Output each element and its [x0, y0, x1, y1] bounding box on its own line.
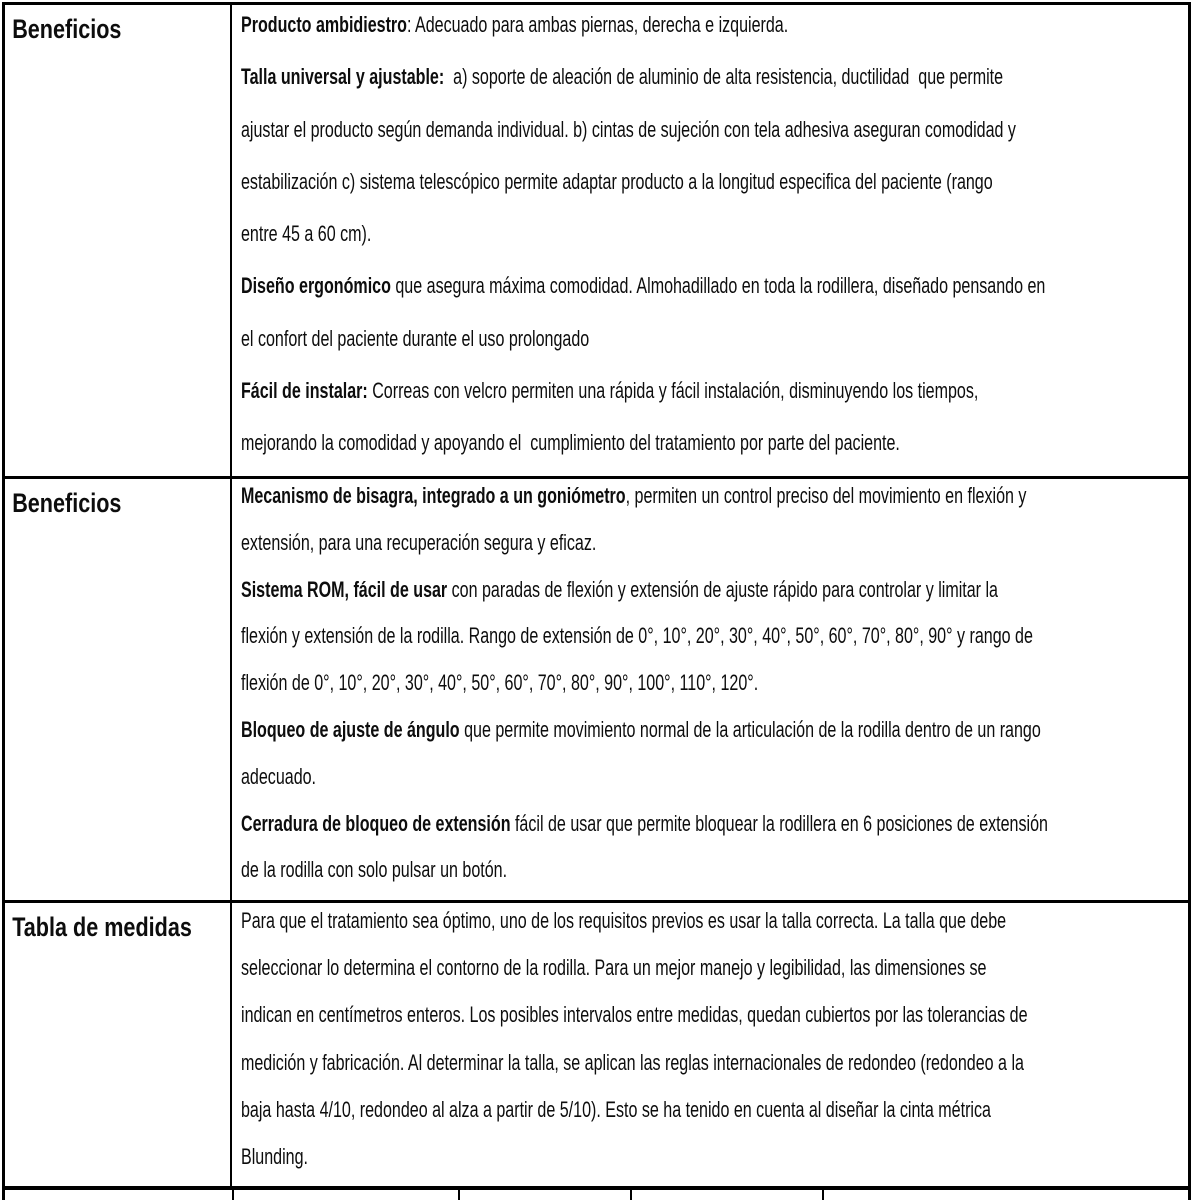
text-line	[241, 613, 1033, 660]
text-line	[241, 944, 987, 991]
text-segment: baja hasta 4/10, redondeo al alza a partir de 5/10). Esto se ha tenido en cuenta al diseñar la cinta métrica	[241, 1096, 991, 1122]
text-line	[241, 903, 1007, 944]
text-line	[241, 208, 928, 260]
bold-text-segment: Fácil de instalar:	[241, 378, 368, 404]
text-segment: estabilización c) sistema telescópico permite adaptar producto a la longitud especifica del paciente (rango	[241, 168, 993, 194]
bold-text-segment: Talla universal y ajustable:	[241, 64, 445, 90]
text-line	[241, 51, 1004, 103]
text-line	[241, 1086, 991, 1133]
size-table-cell	[632, 1190, 824, 1200]
size-table-cell	[5, 1190, 234, 1200]
text-line	[241, 801, 1048, 848]
row-content-cell	[232, 479, 1188, 900]
row-content-cell	[232, 5, 1188, 476]
bold-text-segment: Producto ambidiestro	[241, 12, 407, 37]
text-line	[241, 479, 1027, 520]
text-segment: Para que el tratamiento sea óptimo, uno de los requisitos previos es usar la talla correcta. La talla que debe	[241, 908, 1007, 933]
product-info-table	[2, 2, 1191, 1200]
text-segment: adecuado.	[241, 763, 317, 789]
text-line	[241, 1039, 1024, 1086]
text-line	[241, 156, 993, 208]
table-row	[5, 479, 1188, 903]
table-row	[5, 5, 1188, 479]
row-label: Beneficios	[12, 488, 122, 518]
text-segment: extensión, para una recuperación segura y eficaz.	[241, 529, 597, 555]
text-segment: flexión de 0°, 10°, 20°, 30°, 40°, 50°, 60°, 70°, 80°, 90°, 100°, 110°, 120°.	[241, 670, 759, 696]
size-table-cell	[234, 1190, 460, 1200]
text-segment: ajustar el producto según demanda individual. b) cintas de sujeción con tela adhesiva aseguran comodidad y	[241, 116, 1016, 142]
row-label-cell	[5, 5, 232, 476]
bold-text-segment: Mecanismo de bisagra, integrado a un goniómetro	[241, 483, 626, 508]
text-line	[241, 707, 1041, 754]
row-content	[241, 479, 1182, 894]
text-line	[241, 1133, 928, 1180]
row-content-cell	[232, 903, 1188, 1186]
bold-text-segment: Bloqueo de ajuste de ángulo	[241, 716, 460, 742]
text-segment: a) soporte de aleación de aluminio de alta resistencia, ductilidad que permite	[444, 64, 1004, 90]
text-segment: de la rodilla con solo pulsar un botón.	[241, 857, 508, 883]
row-label-cell	[5, 479, 232, 900]
text-line	[241, 260, 1046, 312]
bold-text-segment: Sistema ROM, fácil de usar	[241, 576, 448, 602]
text-line	[241, 991, 1028, 1038]
row-label: Beneficios	[12, 14, 122, 44]
text-segment: Blunding.	[241, 1144, 308, 1170]
row-label: Tabla de medidas	[12, 912, 192, 942]
text-line	[241, 313, 928, 365]
text-segment: que permite movimiento normal de la articulación de la rodilla dentro de un rango	[459, 716, 1041, 742]
size-table-cell	[460, 1190, 632, 1200]
text-line	[241, 847, 928, 894]
text-segment: mejorando la comodidad y apoyando el cumplimiento del tratamiento por parte del paciente.	[241, 430, 900, 456]
text-line	[241, 417, 928, 469]
text-segment: Correas con velcro permiten una rápida y fácil instalación, disminuyendo los tiempos,	[367, 378, 979, 404]
text-segment: medición y fabricación. Al determinar la talla, se aplican las reglas internacionales de redondeo (redondeo a la	[241, 1049, 1024, 1075]
text-segment: seleccionar lo determina el contorno de la rodilla. Para un mejor manejo y legibilidad, las dimensiones se	[241, 955, 987, 981]
text-line	[241, 754, 928, 801]
row-content	[241, 903, 1182, 1180]
text-segment: flexión y extensión de la rodilla. Rango de extensión de 0°, 10°, 20°, 30°, 40°, 50°, 60°, 70°, 80°, 90° y rango de	[241, 623, 1033, 649]
bold-text-segment: Cerradura de bloqueo de extensión	[241, 810, 511, 836]
row-content	[241, 5, 1182, 470]
text-line	[241, 5, 928, 51]
text-segment: entre 45 a 60 cm).	[241, 221, 372, 247]
text-segment: el confort del paciente durante el uso prolongado	[241, 325, 590, 351]
bold-text-segment: Diseño ergonómico	[241, 273, 391, 299]
size-table-cell	[824, 1190, 1188, 1200]
text-line	[241, 104, 1016, 156]
text-segment: fácil de usar que permite bloquear la rodillera en 6 posiciones de extensión	[510, 810, 1048, 836]
text-line	[241, 660, 928, 707]
row-label-cell	[5, 903, 232, 1186]
text-line	[241, 567, 998, 614]
text-segment: : Adecuado para ambas piernas, derecha e izquierda.	[406, 12, 789, 37]
text-segment: , permiten un control preciso del movimiento en flexión y	[625, 483, 1027, 508]
text-segment: que asegura máxima comodidad. Almohadillado en toda la rodillera, diseñado pensando en	[390, 273, 1046, 299]
text-line	[241, 520, 928, 567]
table-row	[5, 903, 1188, 1189]
size-table-partial-row	[5, 1189, 1188, 1200]
text-segment: indican en centímetros enteros. Los posibles intervalos entre medidas, quedan cubiertos por las tolerancias de	[241, 1002, 1028, 1028]
text-segment: con paradas de flexión y extensión de ajuste rápido para controlar y limitar la	[447, 576, 998, 602]
text-line	[241, 365, 979, 417]
